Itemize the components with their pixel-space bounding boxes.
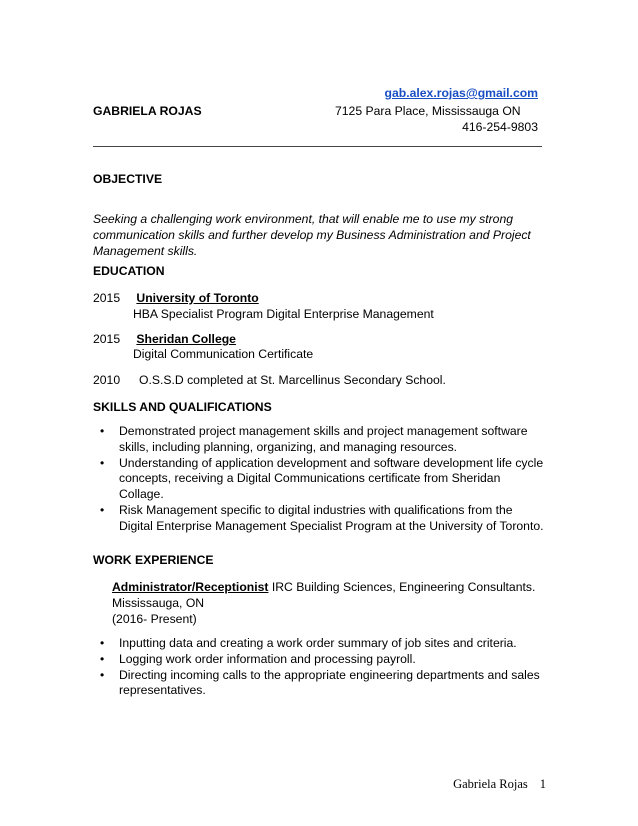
job-title: Administrator/Receptionist [112, 580, 269, 594]
bullet-icon: • [100, 455, 105, 470]
education-entry [93, 332, 236, 346]
education-year: 2010 [93, 373, 121, 387]
bullet-icon: • [100, 636, 105, 650]
list-item [93, 503, 545, 535]
list-item [93, 456, 545, 503]
skill-text: Risk Management specific to digital industries with qualifications from the Digital Enterprise Management Specialist Program at the University of Toronto. [119, 502, 544, 533]
skill-text: Understanding of application development and software development life cycle concepts, receiving a Digital Communications certificate from Sheridan Collage. [119, 455, 544, 502]
job-dates: (2016- Present) [112, 612, 197, 626]
bullet-icon: • [100, 667, 105, 682]
list-item [93, 636, 545, 652]
objective-text: Seeking a challenging work environment, that will enable me to use my strong communication skills and further develop my Business Administration and Project Management skills. [93, 212, 531, 258]
education-heading: EDUCATION [93, 264, 165, 278]
email-link[interactable]: gab.alex.rojas@gmail.com [384, 86, 538, 100]
page-number: 1 [539, 777, 546, 791]
job-block [112, 579, 552, 627]
education-entry [93, 373, 446, 387]
skill-text: Demonstrated project management skills and project management software skills, including planning, organizing, and managing resources. [119, 424, 528, 454]
job-company: IRC Building Sciences, Engineering Consultants. [271, 580, 536, 594]
education-year: 2015 [93, 332, 121, 346]
address: 7125 Para Place, Mississauga ON [335, 104, 521, 118]
education-school: Sheridan College [136, 332, 236, 346]
work-duties-list [93, 636, 545, 699]
education-text: O.S.S.D completed at St. Marcellinus Secondary School. [139, 373, 446, 387]
skills-heading: SKILLS AND QUALIFICATIONS [93, 400, 272, 414]
education-entry [93, 291, 259, 305]
footer-name: Gabriela Rojas [453, 777, 528, 791]
job-location: Mississauga, ON [112, 596, 205, 610]
work-heading: WORK EXPERIENCE [93, 553, 214, 567]
duty-text: Logging work order information and processing payroll. [119, 651, 416, 666]
candidate-name: GABRIELA ROJAS [93, 104, 202, 118]
education-detail: Digital Communication Certificate [133, 347, 314, 361]
education-detail: HBA Specialist Program Digital Enterprise Management [133, 307, 434, 321]
bullet-icon: • [100, 424, 105, 438]
skills-list [93, 424, 545, 535]
objective-heading: OBJECTIVE [93, 172, 163, 186]
education-year: 2015 [93, 291, 121, 305]
page-footer [0, 777, 546, 792]
bullet-icon: • [100, 651, 105, 666]
duty-text: Inputting data and creating a work order summary of job sites and criteria. [119, 636, 517, 650]
header-divider [93, 146, 542, 147]
list-item [93, 424, 545, 456]
list-item [93, 652, 545, 668]
phone-number: 416-254-9803 [462, 120, 538, 134]
education-school: University of Toronto [136, 291, 259, 305]
list-item [93, 668, 545, 700]
bullet-icon: • [100, 502, 105, 517]
duty-text: Directing incoming calls to the appropriate engineering departments and sales representatives. [119, 667, 540, 698]
